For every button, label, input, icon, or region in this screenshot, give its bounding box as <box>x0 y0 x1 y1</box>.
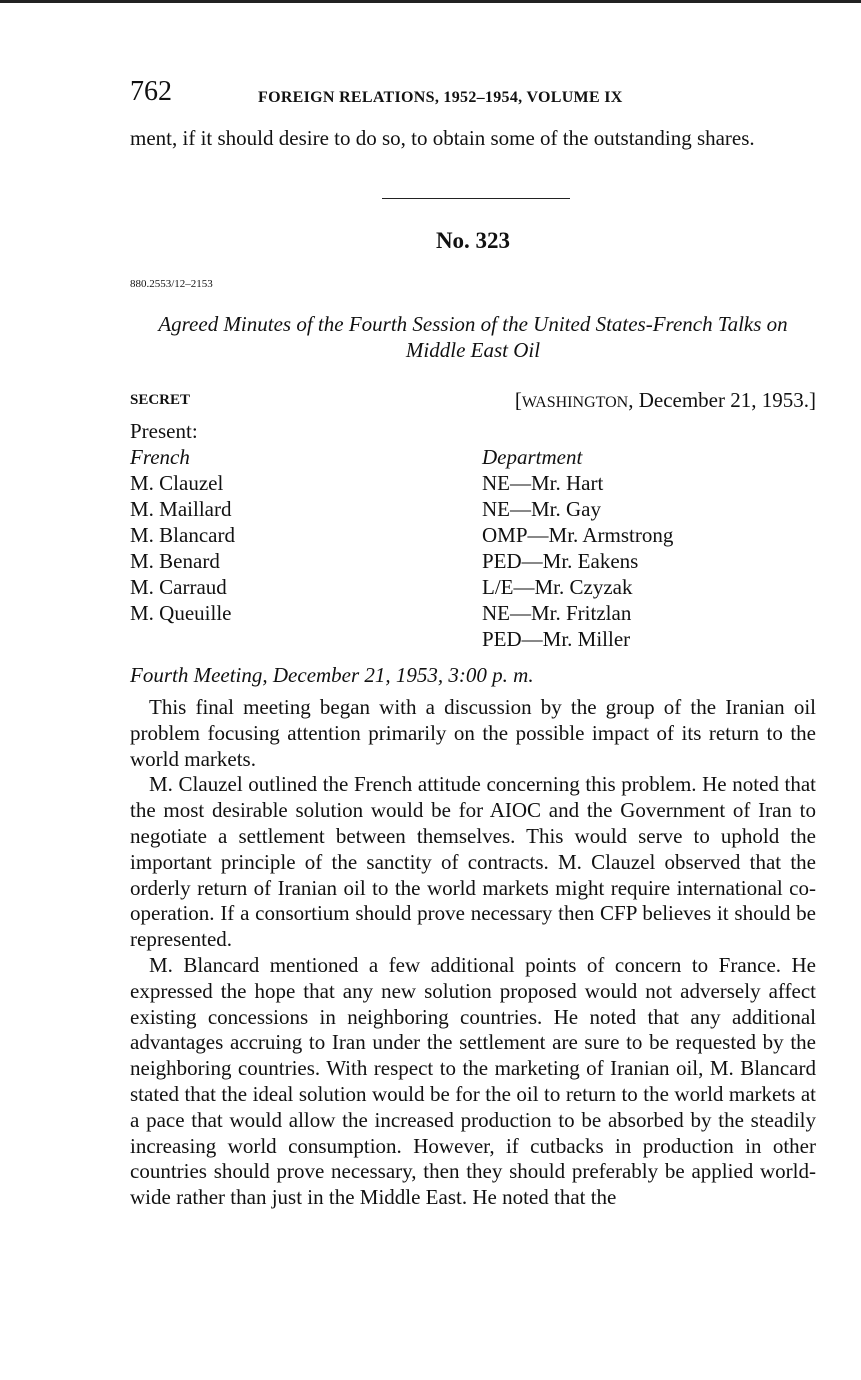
continuation-text: ment, if it should desire to do so, to obtain some of the outstanding shares. <box>130 126 755 150</box>
place-bracket: [ <box>514 388 522 412</box>
present-label: Present: <box>130 419 198 443</box>
attendee: OMP—Mr. Armstrong <box>482 523 674 547</box>
running-head: FOREIGN RELATIONS, 1952–1954, VOLUME IX <box>258 89 623 106</box>
department-attendees <box>482 444 673 652</box>
attendee: L/E—Mr. Czyzak <box>482 575 633 599</box>
classification-label: SECRET <box>130 392 191 408</box>
section-divider <box>382 198 570 199</box>
attendee: M. Queuille <box>130 601 232 625</box>
attendee: NE—Mr. Hart <box>482 471 604 495</box>
page-number: 762 <box>130 76 172 107</box>
paragraph: M. Clauzel outlined the French attitude concerning this problem. He noted that the most desirable solution would be for AIOC and the Government of Iran to negotiate a settlement between themselves. This would serve to uphold the important principle of the sanctity of contracts. M. Clauzel observed that the orderly return of Iranian oil to the world markets might require international co-operation. If a consortium should prove necessary then CFP believes it should be represented. <box>130 772 816 952</box>
meeting-heading: Fourth Meeting, December 21, 1953, 3:00 p. m. <box>130 663 534 687</box>
attendee: M. Clauzel <box>130 471 224 495</box>
date-text: , December 21, 1953.] <box>628 388 816 412</box>
place-date-line <box>515 388 816 413</box>
attendee: PED—Mr. Miller <box>482 627 631 651</box>
minutes-body <box>130 695 816 1211</box>
file-reference: 880.2553/12–2153 <box>130 278 213 290</box>
attendee: M. Blancard <box>130 523 235 547</box>
attendee: NE—Mr. Gay <box>482 497 601 521</box>
page-header <box>130 76 816 112</box>
french-attendees <box>130 444 235 626</box>
attendee: M. Carraud <box>130 575 227 599</box>
department-heading: Department <box>482 445 583 469</box>
top-edge-rule <box>0 0 861 3</box>
document-title: Agreed Minutes of the Fourth Session of the United States-French Talks on Middle East Oil <box>158 312 788 362</box>
attendee: NE—Mr. Fritzlan <box>482 601 632 625</box>
french-heading: French <box>130 445 190 469</box>
place-name: WASHINGTON <box>521 394 629 411</box>
paragraph: This final meeting began with a discussion by the group of the Iranian oil problem focusing attention primarily on the possible impact of its return to the world markets. <box>130 695 816 771</box>
attendee: M. Benard <box>130 549 220 573</box>
document-number: No. 323 <box>435 228 511 253</box>
attendee: M. Maillard <box>130 497 232 521</box>
paragraph: M. Blancard mentioned a few additional points of concern to France. He expressed the hope that any new solution proposed would not adversely affect existing concessions in neighboring countries. He noted that any additional advantages accruing to Iran under the settlement are sure to be requested by the neighboring countries. With respect to the marketing of Iranian oil, M. Blancard stated that the ideal solution would be for the oil to return to the world markets at a pace that would allow the increased production to be absorbed by the steadily increasing world consumption. However, if cutbacks in production in other countries should prove necessary, then they should preferably be applied world-wide rather than just in the Middle East. He noted that the <box>130 952 816 1210</box>
attendee: PED—Mr. Eakens <box>482 549 639 573</box>
